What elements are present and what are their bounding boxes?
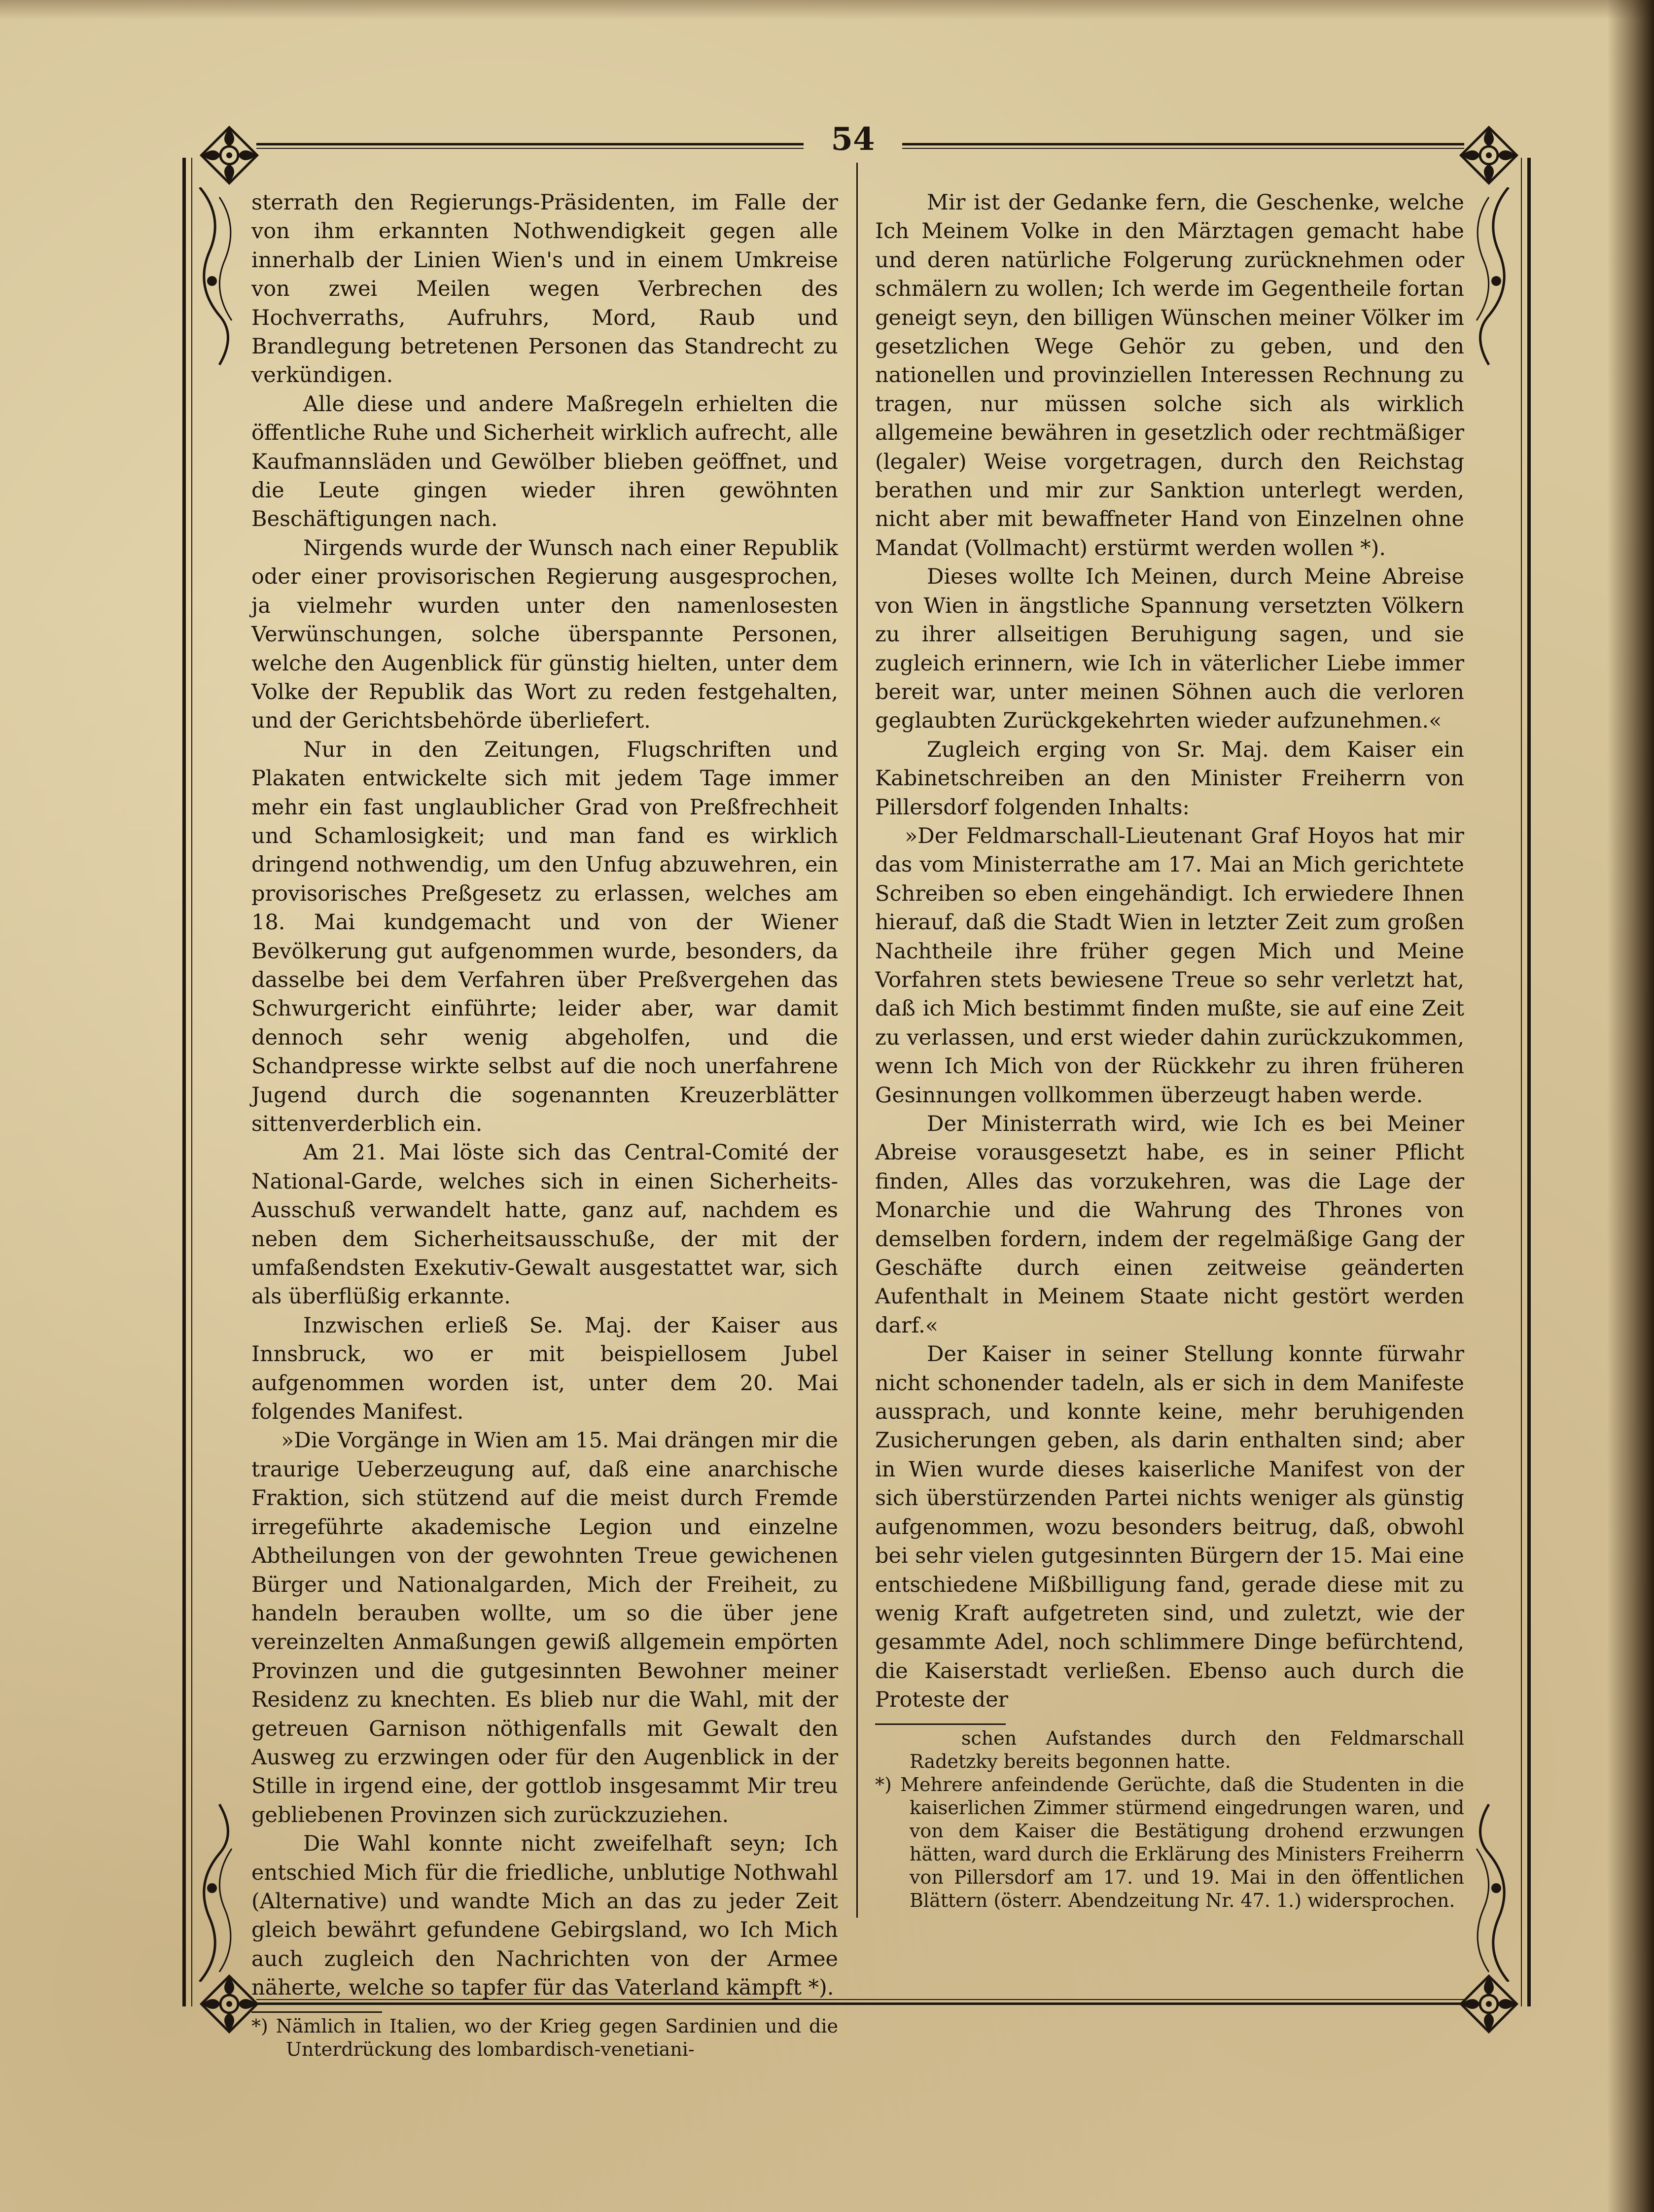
footnote: *) Mehrere anfeindende Gerüchte, daß die Studenten in die kaiserlichen Zimmer stürmend eingedrungen waren, und von dem Kaiser die Bestätigung drohend erzwungen hätten, ward durch die Erklärung des Ministers Freiherrn von Pillersdorf am 17. und 19. Mai in den öffentlichen Blättern (österr. Abendzeitung Nr. 47. 1.) widersprochen.: [875, 1773, 1464, 1911]
flourish-ornament-icon: [1459, 1794, 1518, 1982]
cabinet-letter-paragraph: »Der Feldmarschall-Lieutenant Graf Hoyos hat mir das vom Ministerrathe am 17. Mai an Mich gerichtete Schreiben so eben eingehändigt. Ich erwiedere Ihnen hierauf, daß die Stadt Wien in letzter Zeit zum großen Nachtheile ihre früher gegen Mich und Meine Vorfahren stets bewiesene Treue so sehr verletzt hat, daß ich Mich bestimmt finden mußte, sie auf eine Zeit zu verlassen, und erst wieder dahin zurückzukommen, wenn Ich Mich von der Rückkehr zu ihren früheren Gesinnungen vollkommen überzeugt haben werde.: [875, 823, 1464, 1108]
corner-ornament-icon: [1452, 118, 1526, 192]
header-rule-right: [902, 143, 1464, 149]
manifesto-paragraph: Mir ist der Gedanke fern, die Geschenke, welche Ich Meinem Volke in den Märztagen gemacht habe und deren natürliche Folgerung zurücknehmen oder schmälern zu wollen; Ich werde im Gegentheile fortan geneigt seyn, den billigen Wünschen meiner Völker im gesetzlichen Wege Gehör zu geben, und den nationellen und provinziellen Interessen Rechnung zu tragen, nur müssen solche sich als wirklich allgemeine bewähren in gesetzlich oder rechtmäßiger (legaler) Weise vorgetragen, durch den Reichstag berathen und mir zur Sanktion unterlegt werden, nicht aber mit bewaffneter Hand von Einzelnen ohne Mandat (Vollmacht) erstürmt werden wollen *).: [875, 190, 1464, 561]
footnote-rule: [875, 1723, 1006, 1725]
flourish-ornament-icon: [1459, 187, 1518, 375]
manifesto-paragraph: Dieses wollte Ich Meinen, durch Meine Abreise von Wien in ängstliche Spannung versetzten Völkern zu ihrer allseitigen Beruhigung sagen, und sie zugleich erinnern, wie Ich in väterlicher Liebe immer bereit war, unter meinen Söhnen auch die verloren geglaubten Zurückgekehrten wieder aufzunehmen.«: [875, 564, 1464, 734]
paragraph: Inzwischen erließ Se. Maj. der Kaiser aus Innsbruck, wo er mit beispiellosem Jubel aufgenommen worden ist, unter dem 20. Mai folgendes Manifest.: [251, 1313, 838, 1425]
paragraph: Nur in den Zeitungen, Flugschriften und Plakaten entwickelte sich mit jedem Tage immer mehr ein fast unglaublicher Grad von Preßfrechheit und Schamlosigkeit; und man fand es wirklich dringend nothwendig, um den Unfug abzuwehren, ein provisorisches Preßgesetz zu erlassen, welches am 18. Mai kundgemacht und von der Wiener Bevölkerung gut aufgenommen wurde, besonders, da dasselbe bei dem Verfahren über Preßvergehen das Schwurgericht einführte; leider aber, war damit dennoch sehr wenig abgeholfen, und die Schandpresse wirkte selbst auf die noch unerfahrene Jugend durch die sogenannten Kreuzerblätter sittenverderblich ein.: [251, 737, 838, 1136]
right-column: [875, 188, 1464, 1912]
column-divider: [856, 163, 858, 1918]
flourish-ornament-icon: [190, 1794, 249, 1982]
corner-ornament-icon: [192, 118, 266, 192]
footnote-rule: [251, 2011, 382, 2013]
paragraph: Am 21. Mai löste sich das Central-Comité der National-Garde, welches sich in einen Sicherheits-Ausschuß verwandelt hatte, ganz auf, nachdem es neben dem Sicherheitsausschuße, der mit der umfaßendsten Exekutiv-Gewalt ausgestattet war, sich als überflüßig erkannte.: [251, 1140, 838, 1309]
paragraph: Alle diese und andere Maßregeln erhielten die öffentliche Ruhe und Sicherheit wirklich aufrecht, alle Kaufmannsläden und Gewölber blieben geöffnet, und die Leute gingen wieder ihren gewöhnten Beschäftigungen nach.: [251, 391, 838, 532]
paragraph: Nirgends wurde der Wunsch nach einer Republik oder einer provisorischen Regierung ausgesprochen, ja vielmehr wurden unter den namenlosesten Verwünschungen, solche überspannte Personen, welche den Augenblick für günstig hielten, unter dem Volke der Republik das Wort zu reden festgehalten, und der Gerichtsbehörde überliefert.: [251, 535, 838, 734]
footnote: *) Nämlich in Italien, wo der Krieg gegen Sardinien und die Unterdrückung des lombardisch-venetiani-: [251, 2015, 838, 2060]
paragraph: Zugleich erging von Sr. Maj. dem Kaiser ein Kabinetschreiben an den Minister Freiherrn von Pillersdorf folgenden Inhalts:: [875, 737, 1464, 820]
manifesto-paragraph: »Die Vorgänge in Wien am 15. Mai drängen mir die traurige Ueberzeugung auf, daß eine anarchische Fraktion, sich stützend auf die meist durch Fremde irregeführte akademische Legion und einzelne Abtheilungen von der gewohnten Treue gewichenen Bürger und Nationalgarden, Mich der Freiheit, zu handeln berauben wollte, um so die über jene vereinzelten Anmaßungen gewiß allgemein empörten Provinzen und die gutgesinnten Bewohner meiner Residenz zu knechten. Es blieb nur die Wahl, mit der getreuen Garnison nöthigenfalls mit Gewalt den Ausweg zu erzwingen oder für den Augenblick in der Stille in irgend eine, der gottlob insgesammt Mir treu gebliebenen Provinzen sich zurückzuziehen.: [251, 1428, 838, 1827]
manifesto-paragraph: Die Wahl konnte nicht zweifelhaft seyn; Ich entschied Mich für die friedliche, unblutige Nothwahl (Alternative) und wandte Mich an das zu jeder Zeit gleich bewährt gefundene Gebirgsland, wo Ich Mich auch zugleich den Nachrichten von der Armee näherte, welche so tapfer für das Vaterland kämpft *).: [251, 1831, 838, 2001]
paragraph: Der Kaiser in seiner Stellung konnte fürwahr nicht schonender tadeln, als er sich in dem Manifeste aussprach, und konnte keine, mehr beruhigenden Zusicherungen geben, als darin enthalten sind; aber in Wien wurde dieses kaiserliche Manifest von der sich überstürzenden Partei nichts weniger als günstig aufgenommen, wozu besonders beitrug, daß, obwohl bei sehr vielen gutgesinnten Bürgern der 15. Mai eine entschiedene Mißbilligung fand, gerade diese mit zu wenig Kraft aufgetreten sind, und zuletzt, wie der gesammte Adel, noch schlimmere Dinge befürchtend, die Kaiserstadt verließen. Ebenso auch durch die Proteste der: [875, 1342, 1464, 1713]
page-number: 54: [831, 121, 875, 158]
footnote-continuation: schen Aufstandes durch den Feldmarschall Radetzky bereits begonnen hatte.: [910, 1727, 1464, 1772]
header-rule-left: [256, 143, 804, 149]
cabinet-letter-paragraph: Der Ministerrath wird, wie Ich es bei Meiner Abreise vorausgesetzt habe, es in seiner Pflicht finden, Alles das vorzukehren, was die Lage der Monarchie und die Wahrung des Thrones von demselben fordern, indem der regelmäßige Gang der Geschäfte durch einen zeitweise geänderten Aufenthalt in Meinem Staate nicht gestört werden darf.«: [875, 1112, 1464, 1338]
page-edge-shadow: [0, 0, 1654, 20]
flourish-ornament-icon: [190, 187, 249, 375]
left-column: [251, 188, 838, 2061]
paragraph: sterrath den Regierungs-Präsidenten, im Falle der von ihm erkannten Nothwendigkeit gegen alle innerhalb der Linien Wien's und in einem Umkreise von zwei Meilen wegen Verbrechen des Hochverraths, Aufruhrs, Mord, Raub und Brandlegung betretenen Personen das Standrecht zu verkündigen.: [251, 190, 838, 388]
binding-shadow: [1607, 0, 1654, 2212]
